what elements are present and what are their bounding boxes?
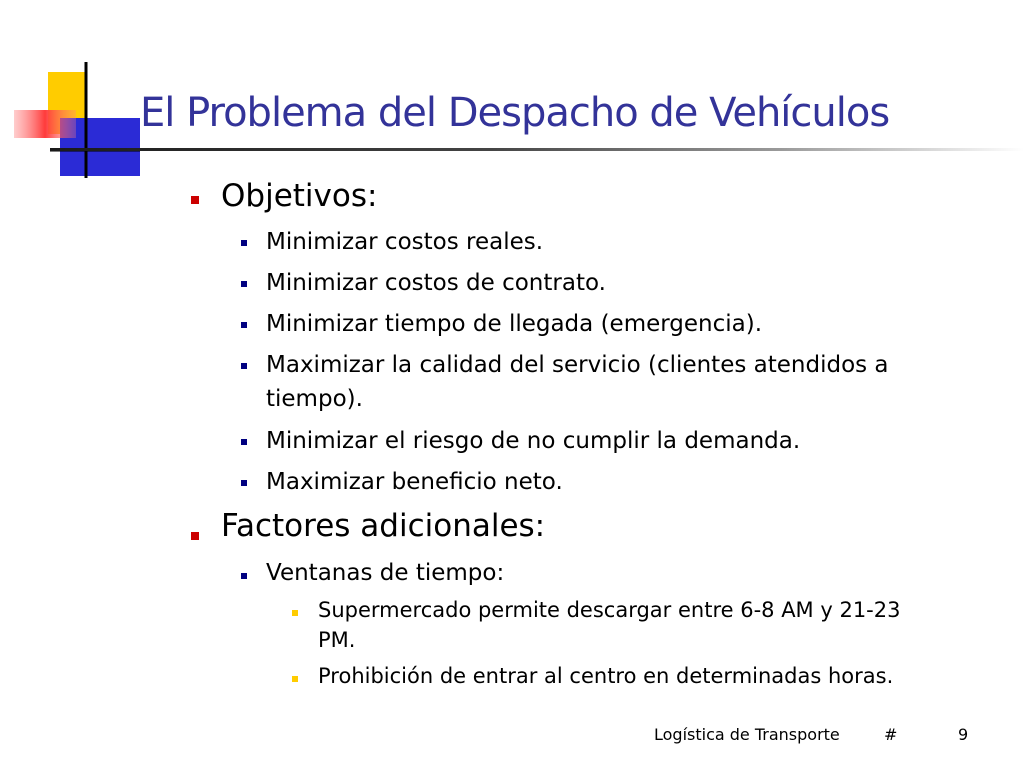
list-item: Minimizar costos reales. (266, 229, 544, 255)
bullet-level2 (241, 240, 247, 246)
footer-hash: # (884, 725, 898, 744)
list-item: Minimizar tiempo de llegada (emergencia). (266, 311, 763, 337)
bullet-level2 (241, 439, 247, 445)
bullet-level3 (292, 610, 298, 616)
bullet-level2 (241, 322, 247, 328)
section-heading-objetivos: Objetivos: (221, 178, 378, 214)
bullet-level2 (241, 573, 247, 579)
list-item-continuation: tiempo). (266, 386, 363, 412)
bullet-level3 (292, 676, 298, 682)
bullet-level2 (241, 363, 247, 369)
list-item: Ventanas de tiempo: (266, 560, 505, 586)
list-item: Maximizar beneficio neto. (266, 469, 563, 495)
footer-course: Logística de Transporte (654, 725, 840, 744)
slide-number: 9 (958, 725, 969, 744)
section-heading-factores: Factores adicionales: (221, 508, 546, 544)
sub-list-item: Supermercado permite descargar entre 6-8 AM y 21-23 (318, 598, 901, 622)
bullet-level1 (191, 196, 199, 204)
bullet-level2 (241, 281, 247, 287)
list-item: Minimizar costos de contrato. (266, 270, 606, 296)
sub-list-item-continuation: PM. (318, 628, 356, 652)
list-item: Maximizar la calidad del servicio (clientes atendidos a (266, 352, 889, 378)
slide-title: El Problema del Despacho de Vehículos (140, 90, 890, 136)
sub-list-item: Prohibición de entrar al centro en determinadas horas. (318, 664, 894, 688)
bullet-level1 (191, 532, 199, 540)
bullet-level2 (241, 480, 247, 486)
list-item: Minimizar el riesgo de no cumplir la demanda. (266, 428, 801, 454)
